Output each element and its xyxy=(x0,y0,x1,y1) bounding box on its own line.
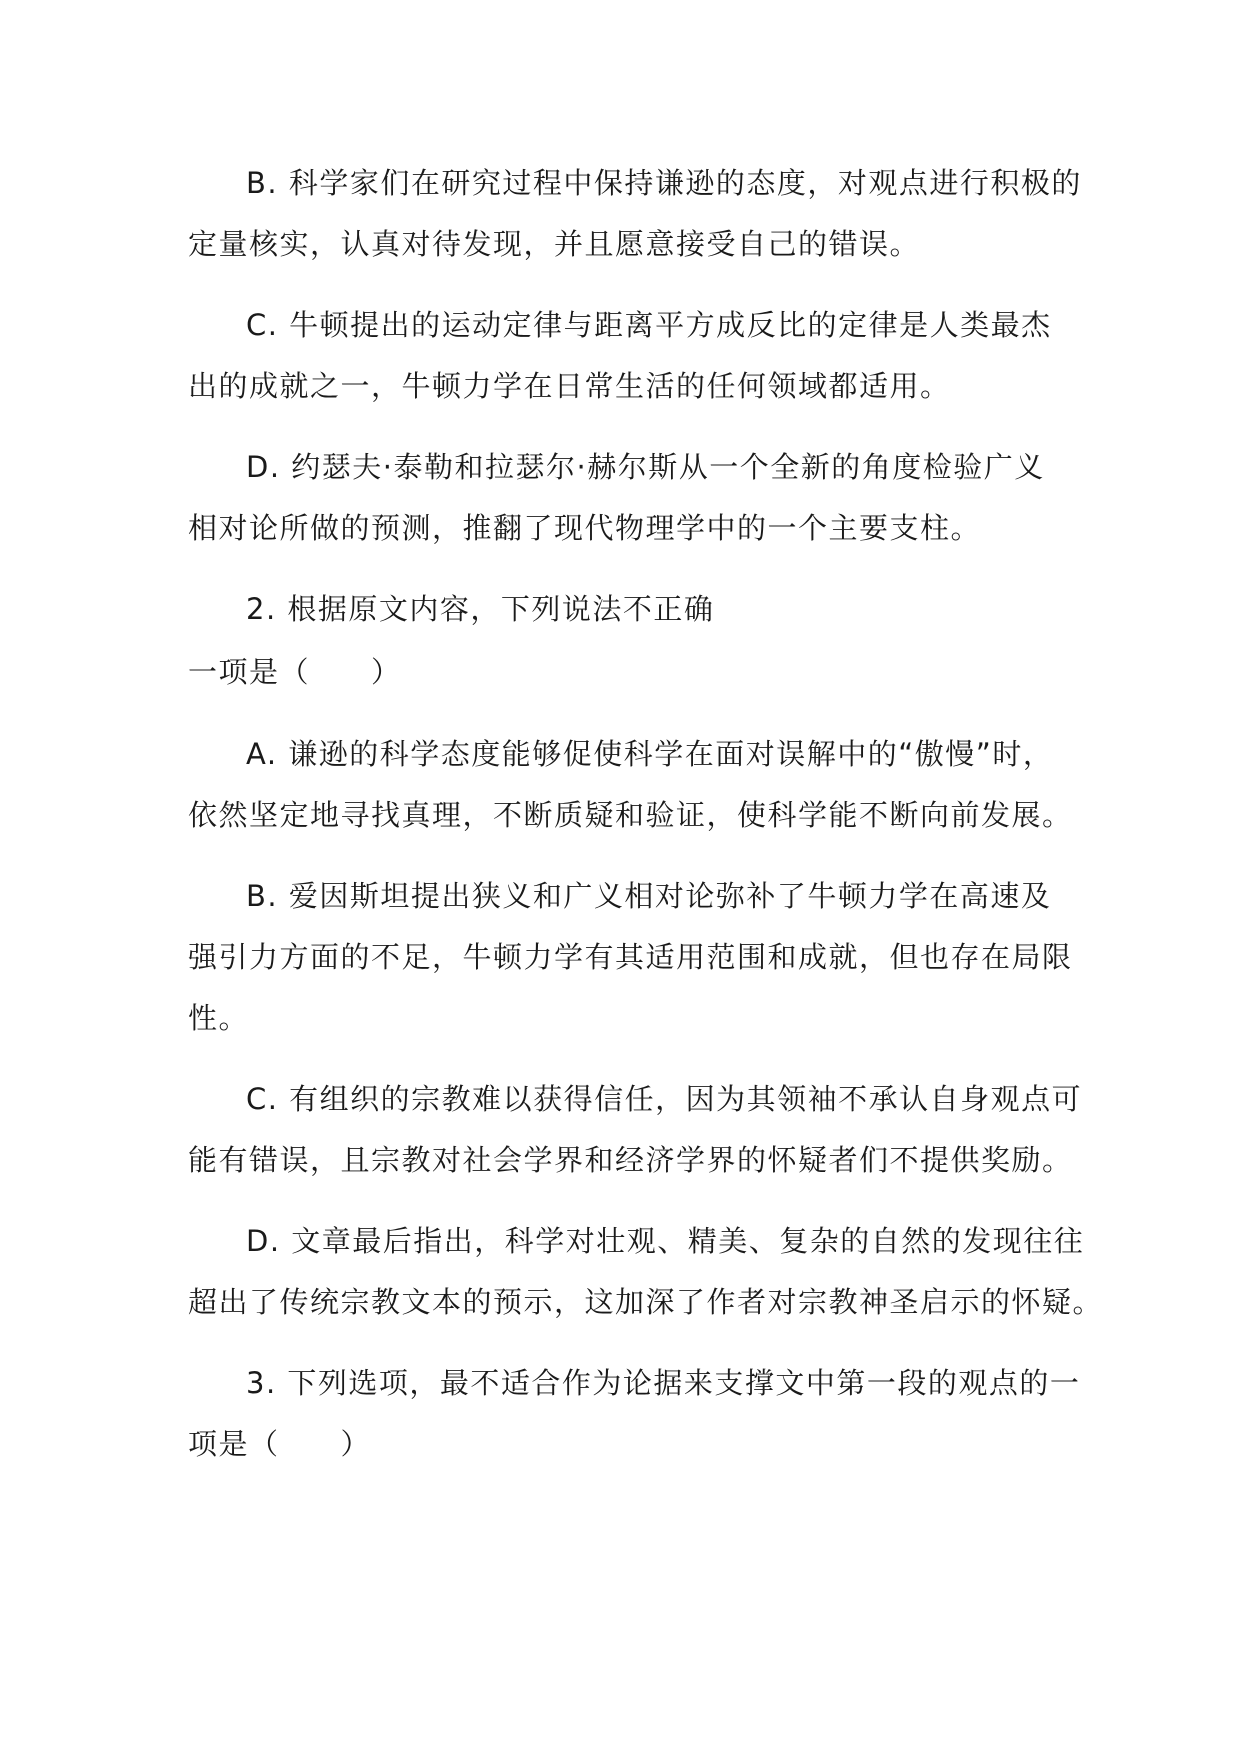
option-b-q2-line-3: 性。 xyxy=(188,1001,250,1035)
option-c-q1-line-1: C. 牛顿提出的运动定律与距离平方成反比的定律是人类最杰 xyxy=(246,308,1052,342)
option-d-q1-line-2: 相对论所做的预测，推翻了现代物理学中的一个主要支柱。 xyxy=(188,511,982,545)
question-3-stem-line-2: 项是（ ） xyxy=(188,1427,372,1461)
question-2-stem-line-2: 一项是（ ） xyxy=(188,655,402,689)
option-b-q2-line-1: B. 爱因斯坦提出狭义和广义相对论弥补了牛顿力学在高速及 xyxy=(246,879,1052,913)
option-c-q2-line-2: 能有错误，且宗教对社会学界和经济学界的怀疑者们不提供奖励。 xyxy=(188,1143,1073,1177)
option-a-q2-line-2: 依然坚定地寻找真理，不断质疑和验证，使科学能不断向前发展。 xyxy=(188,798,1073,832)
option-b-q1-line-1: B. 科学家们在研究过程中保持谦逊的态度，对观点进行积极的 xyxy=(246,166,1082,200)
question-2-stem-line-1: 2. 根据原文内容，下列说法不正确 xyxy=(246,592,715,626)
option-c-q1-line-2: 出的成就之一，牛顿力学在日常生活的任何领域都适用。 xyxy=(188,369,951,403)
option-b-q2-line-2: 强引力方面的不足，牛顿力学有其适用范围和成就，但也存在局限 xyxy=(188,940,1073,974)
question-3-stem-line-1: 3. 下列选项，最不适合作为论据来支撑文中第一段的观点的一 xyxy=(246,1366,1081,1400)
option-b-q1-line-2: 定量核实，认真对待发现，并且愿意接受自己的错误。 xyxy=(188,227,921,261)
option-d-q1-line-1: D. 约瑟夫·泰勒和拉瑟尔·赫尔斯从一个全新的角度检验广义 xyxy=(246,450,1045,484)
option-d-q2-line-1: D. 文章最后指出，科学对壮观、精美、复杂的自然的发现往往 xyxy=(246,1224,1085,1258)
option-d-q2-line-2: 超出了传统宗教文本的预示，这加深了作者对宗教神圣启示的怀疑。 xyxy=(188,1285,1104,1319)
option-c-q2-line-1: C. 有组织的宗教难以获得信任，因为其领袖不承认自身观点可 xyxy=(246,1082,1083,1116)
option-a-q2-line-1: A. 谦逊的科学态度能够促使科学在面对误解中的“傲慢”时， xyxy=(246,737,1054,771)
